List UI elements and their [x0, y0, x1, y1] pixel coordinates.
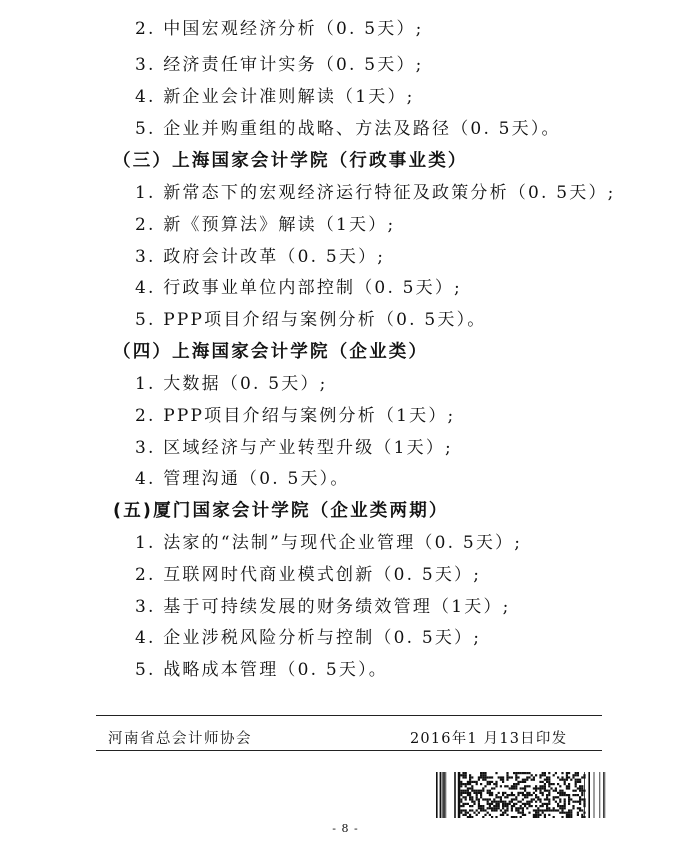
list-item: 2. PPP项目介绍与案例分析（1天）; [135, 406, 456, 426]
section-heading: （四）上海国家会计学院（企业类） [113, 342, 429, 362]
section-heading: (五)厦门国家会计学院（企业类两期） [113, 501, 449, 521]
page-number: - 8 - [332, 822, 359, 835]
footer-top-rule [96, 715, 602, 716]
footer-date: 2016年1 月13日印发 [410, 731, 568, 747]
list-item: 4. 企业涉税风险分析与控制（0. 5天）; [135, 628, 482, 648]
footer-bottom-rule [96, 750, 602, 751]
section-heading: （三）上海国家会计学院（行政事业类） [113, 151, 468, 171]
list-item: 5. 企业并购重组的战略、方法及路径（0. 5天）。 [135, 119, 561, 139]
list-item: 5. PPP项目介绍与案例分析（0. 5天）。 [135, 310, 487, 330]
list-item: 4. 新企业会计准则解读（1天）; [135, 87, 415, 107]
list-item: 1. 新常态下的宏观经济运行特征及政策分析（0. 5天）; [135, 183, 616, 203]
barcode-image [436, 772, 606, 818]
list-item: 3. 区域经济与产业转型升级（1天）; [135, 438, 453, 458]
list-item: 3. 基于可持续发展的财务绩效管理（1天）; [135, 597, 511, 617]
list-item: 3. 政府会计改革（0. 5天）; [135, 247, 386, 267]
list-item: 3. 经济责任审计实务（0. 5天）; [135, 55, 424, 75]
list-item: 1. 法家的“法制”与现代企业管理（0. 5天）; [135, 533, 523, 553]
list-item: 4. 管理沟通（0. 5天）。 [135, 469, 350, 489]
list-item: 1. 大数据（0. 5天）; [135, 374, 328, 394]
list-item: 5. 战略成本管理（0. 5天）。 [135, 660, 388, 680]
footer-issuer: 河南省总会计师协会 [108, 731, 252, 747]
list-item: 2. 互联网时代商业模式创新（0. 5天）; [135, 565, 482, 585]
list-item: 2. 中国宏观经济分析（0. 5天）; [135, 19, 424, 39]
list-item: 2. 新《预算法》解读（1天）; [135, 215, 396, 235]
list-item: 4. 行政事业单位内部控制（0. 5天）; [135, 278, 462, 298]
